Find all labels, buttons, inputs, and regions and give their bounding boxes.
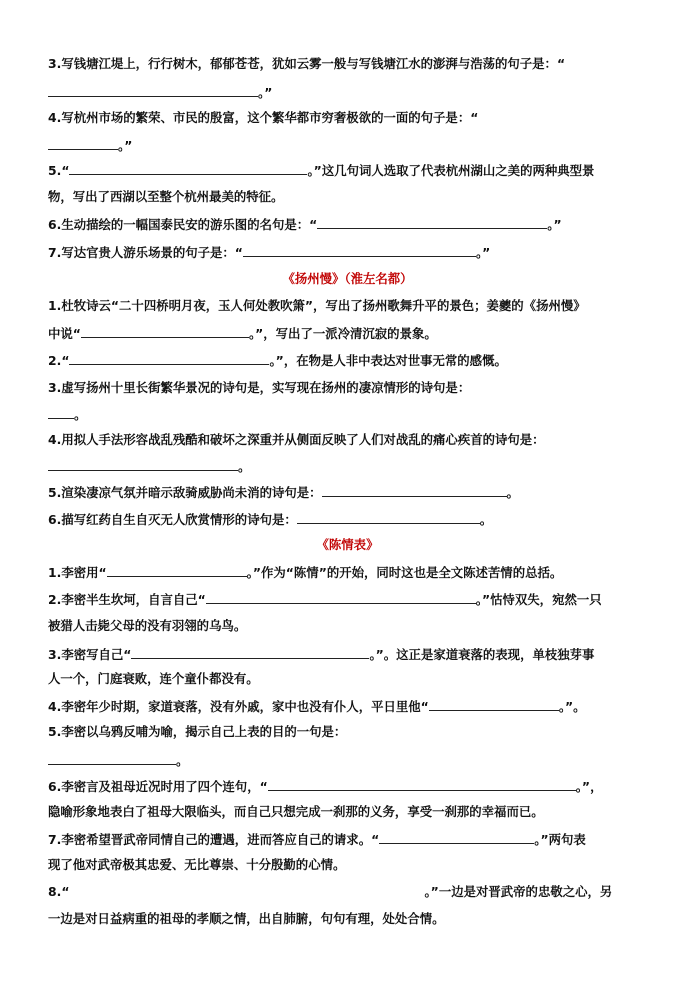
yz-question-5-line: 5.渲染凄凉气氛并暗示敌骑威胁尚未消的诗句是： 。: [48, 485, 519, 500]
cq-question-6-line-1: 6.李密言及祖母近况时用了四个连句，“ 。”，: [48, 779, 603, 794]
cq-question-4-line: 4.李密年少时期，家道衰落，没有外戚，家中也没有仆人，平日里他“ 。”。: [48, 699, 586, 714]
cq-question-3-line-1: 3.李密写自己“ 。”。这正是家道衰落的表现，单枝独芽事: [48, 647, 595, 662]
yz-question-1-line-1: 1.杜牧诗云“二十四桥明月夜，玉人何处教吹箫”，写出了扬州歌舞升平的景色；姜夔的《扬州慢》: [48, 298, 586, 313]
yz-question-2-line: 2.“ 。”，在物是人非中表达对世事无常的感慨。: [48, 353, 507, 368]
question-6-line: 6.生动描绘的一幅国泰民安的游乐图的名句是：“ 。”: [48, 217, 562, 232]
answer-blank[interactable]: [243, 244, 476, 257]
question-3-line-1: 3.写钱塘江堤上，行行树木，郁郁苍苍，犹如云雾一般与写钱塘江水的澎湃与浩荡的句子是：“: [48, 56, 566, 71]
answer-blank[interactable]: [48, 406, 74, 419]
answer-blank[interactable]: [48, 752, 176, 765]
cq-question-8-line-1: 8.“ 。”一边是对晋武帝的忠敬之心，另: [48, 884, 613, 899]
answer-blank[interactable]: [69, 162, 307, 175]
question-5-line-2: 物，写出了西湖以至整个杭州最美的特征。: [48, 189, 284, 204]
yz-question-4-line-2: 。: [48, 458, 250, 475]
yz-question-3-line-2: 。: [48, 406, 86, 423]
yz-question-1-line-2: 中说“ 。”，写出了一派冷清沉寂的景象。: [48, 326, 437, 341]
yz-question-6-line: 6.描写红药自生自灭无人欣赏情形的诗句是： 。: [48, 512, 493, 527]
cq-question-5-line-1: 5.李密以乌鸦反哺为喻，揭示自己上表的目的一句是：: [48, 724, 347, 739]
answer-blank[interactable]: [429, 698, 559, 711]
answer-blank[interactable]: [81, 325, 249, 338]
question-4-line-2: 。”: [48, 137, 132, 154]
yz-question-3-line-1: 3.虚写扬州十里长街繁华景况的诗句是，实写现在扬州的凄凉情形的诗句是：: [48, 380, 471, 395]
question-3-line-2: 。”: [48, 84, 272, 101]
section-title-chenqingbiao: 《陈情表》: [316, 537, 379, 552]
yz-question-4-line-1: 4.用拟人手法形容战乱残酷和破坏之深重并从侧面反映了人们对战乱的痛心疾首的诗句是：: [48, 432, 545, 447]
answer-blank[interactable]: [379, 831, 534, 844]
answer-blank[interactable]: [48, 84, 258, 97]
cq-question-7-line-1: 7.李密希望晋武帝同情自己的遭遇，进而答应自己的请求。“ 。”两句表: [48, 832, 586, 847]
cq-question-2-line-1: 2.李密半生坎坷，自言自己“ 。”怙恃双失，宛然一只: [48, 592, 602, 607]
cq-question-5-line-2: 。: [48, 752, 188, 769]
answer-blank[interactable]: [206, 591, 476, 604]
answer-blank[interactable]: [69, 352, 269, 365]
question-7-line: 7.写达官贵人游乐场景的句子是：“ 。”: [48, 245, 491, 260]
answer-blank[interactable]: [297, 511, 480, 524]
question-5-line-1: 5.“ 。”这几句词人选取了代表杭州湖山之美的两种典型景: [48, 163, 595, 178]
cq-question-8-line-2: 一边是对日益病重的祖母的孝顺之情，出自肺腑，句句有理，处处合情。: [48, 911, 445, 926]
cq-question-2-line-2: 被猎人击毙父母的没有羽翎的乌鸟。: [48, 618, 247, 633]
answer-blank[interactable]: [107, 564, 247, 577]
answer-blank[interactable]: [268, 778, 576, 791]
answer-blank[interactable]: [131, 646, 369, 659]
answer-blank[interactable]: [48, 458, 238, 471]
answer-blank[interactable]: [317, 216, 547, 229]
cq-question-1-line: 1.李密用“ 。”作为“陈情”的开始，同时这也是全文陈述苦情的总括。: [48, 565, 563, 580]
cq-question-7-line-2: 现了他对武帝极其忠爱、无比尊崇、十分殷勤的心情。: [48, 857, 346, 872]
section-title-yangzhoumman: 《扬州慢》（淮左名都）: [282, 271, 413, 286]
question-4-line-1: 4.写杭州市场的繁荣、市民的殷富，这个繁华都市穷奢极欲的一面的句子是：“: [48, 110, 479, 125]
cq-question-3-line-2: 人一个，门庭衰败，连个童仆都没有。: [48, 671, 259, 686]
cq-question-6-line-2: 隐喻形象地表白了祖母大限临头，而自己只想完成一刹那的义务，享受一刹那的幸福而已。: [48, 804, 544, 819]
answer-blank[interactable]: [322, 484, 507, 497]
answer-blank[interactable]: [48, 137, 118, 150]
